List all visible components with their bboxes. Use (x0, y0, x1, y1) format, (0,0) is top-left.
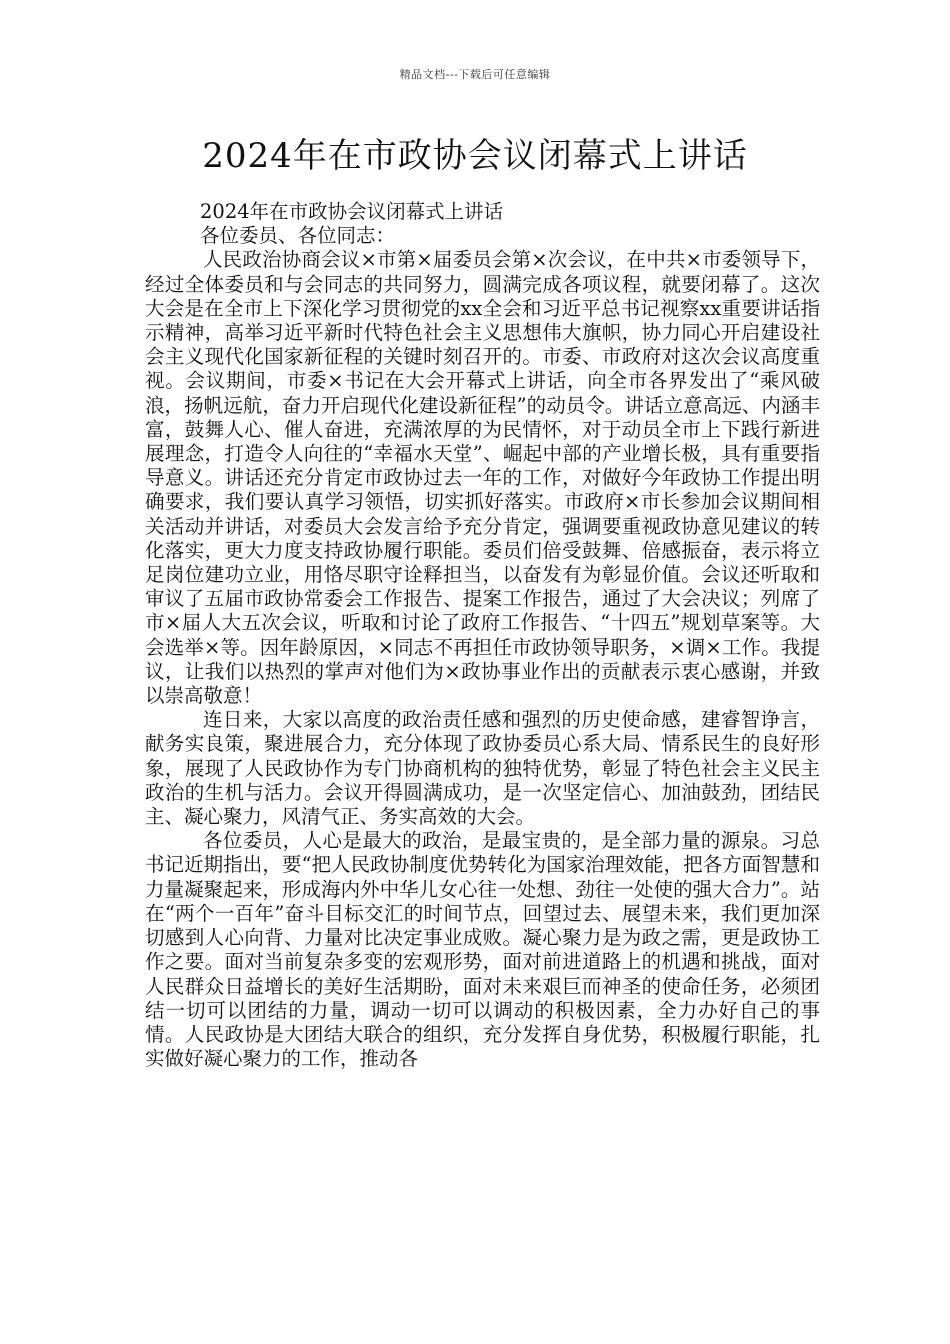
paragraph-3: 各位委员，人心是最大的政治，是最宝贵的，是全部力量的源泉。习总书记近期指出，要“把人民政协制度优势转化为国家治理效能，把各方面智慧和力量凝聚起来，形成海内外中华儿女心往一处想、劲往一处使的强大合力”。站在“两个一百年”奋斗目标交汇的时间节点，回望过去、展望未来，我们更加深切感到人心向背、力量对比决定事业成败。凝心聚力是为政之需，更是政协工作之要。面对当前复杂多变的宏观形势，面对前进道路上的机遇和挑战，面对人民群众日益增长的美好生活期盼，面对未来艰巨而神圣的使命任务，必须团结一切可以团结的力量，调动一切可以调动的积极因素，全力办好自己的事情。人民政协是大团结大联合的组织，充分发挥自身优势，积极履行职能，扎实做好凝心聚力的工作，推动各 (145, 829, 820, 1071)
paragraph-1: 人民政治协商会议×市第×届委员会第×次会议，在中共×市委领导下，经过全体委员和与会同志的共同努力，圆满完成各项议程，就要闭幕了。这次大会是在全市上下深化学习贯彻党的xx全会和习近平总书记视察xx重要讲话指示精神，高举习近平新时代特色社会主义思想伟大旗帜，协力同心开启建设社会主义现代化国家新征程的关键时刻召开的。市委、市政府对这次会议高度重视。会议期间，市委×书记在大会开幕式上讲话，向全市各界发出了“乘风破浪，扬帆远航，奋力开启现代化建设新征程”的动员令。讲话立意高远、内涵丰富，鼓舞人心、催人奋进，充满浓厚的为民情怀，对于动员全市上下践行新进展理念，打造令人向往的“幸福水天堂”、崛起中部的产业增长极，具有重要指导意义。讲话还充分肯定市政协过去一年的工作，对做好今年政协工作提出明确要求，我们要认真学习领悟，切实抓好落实。市政府×市长参加会议期间相关活动并讲话，对委员大会发言给予充分肯定，强调要重视政协意见建议的转化落实，更大力度支持政协履行职能。委员们倍受鼓舞、倍感振奋，表示将立足岗位建功立业，用恪尽职守诠释担当，以奋发有为彰显价值。会议还听取和审议了五届市政协常委会工作报告、提案工作报告，通过了大会决议；列席了市×届人大五次会议，听取和讨论了政府工作报告、“十四五”规划草案等。大会选举×等。因年龄原因，×同志不再担任市政协领导职务，×调×工作。我提议，让我们以热烈的掌声对他们为×政协事业作出的贡献表示衷心感谢，并致以崇高敬意！ (145, 248, 820, 708)
page-title: 2024年在市政协会议闭幕式上讲话 (202, 136, 748, 176)
document-body (145, 200, 820, 1071)
paragraph-2: 连日来，大家以高度的政治责任感和强烈的历史使命感，建睿智诤言，献务实良策，聚进展合力，充分体现了政协委员心系大局、情系民生的良好形象，展现了人民政协作为专门协商机构的独特优势，彰显了特色社会主义民主政治的生机与活力。会议开得圆满成功，是一次坚定信心、加油鼓劲，团结民主、凝心聚力，风清气正、务实高效的大会。 (145, 708, 820, 829)
document-subtitle: 2024年在市政协会议闭幕式上讲话 (200, 200, 504, 223)
salutation: 各位委员、各位同志： (200, 224, 396, 248)
header-note: 精品文档---下载后可任意编辑 (399, 68, 551, 81)
